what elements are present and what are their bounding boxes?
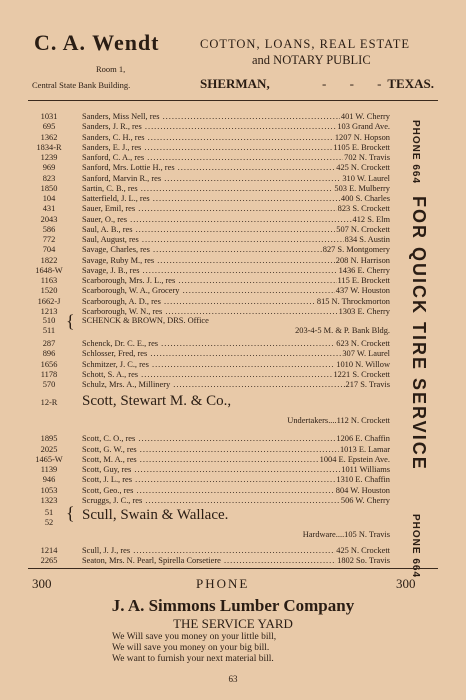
scott-stewart-subline: Undertakers....112 N. Crockett bbox=[287, 416, 390, 426]
listing-address: 400 S. Charles bbox=[340, 194, 390, 203]
listing-name: Scott, Geo., res ..... bbox=[82, 486, 390, 496]
listing-name: Sanders, E. J., res ..... bbox=[82, 143, 390, 153]
scull-block bbox=[30, 503, 390, 530]
footer-yard: THE SERVICE YARD bbox=[173, 616, 293, 631]
footer-line-2: We will save you money on your big bill. bbox=[112, 643, 270, 653]
services-line-1: COTTON, LOANS, REAL ESTATE bbox=[200, 37, 411, 51]
listing-row bbox=[30, 225, 390, 235]
listing-row bbox=[30, 349, 390, 359]
listing-name: Savage, J. B., res ..... bbox=[82, 266, 390, 276]
listing-row bbox=[30, 556, 390, 566]
listing-row bbox=[30, 133, 390, 143]
listing-row bbox=[30, 475, 390, 485]
phone-number: 1323 bbox=[40, 495, 58, 505]
listing-address: 425 N. Crockett bbox=[336, 163, 390, 173]
listing-address: 437 W. Houston bbox=[335, 286, 390, 296]
header-name: C. A. Wendt bbox=[34, 30, 160, 55]
listing-address: 702 N. Travis bbox=[344, 153, 390, 162]
listing-address: 1303 E. Cherry bbox=[338, 306, 390, 316]
phone-number: 1520 bbox=[40, 286, 58, 296]
phone-number: 2043 bbox=[40, 214, 58, 224]
listing-row bbox=[30, 112, 390, 122]
scull-sub: Hardware bbox=[302, 530, 336, 539]
listing-address: 1310 E. Chaffin bbox=[336, 475, 390, 485]
building-name: Central State Bank Building. bbox=[32, 80, 131, 90]
listing-row bbox=[30, 546, 390, 556]
listing-address: 834 S. Austin bbox=[344, 235, 390, 244]
phone-number: 1465-W bbox=[35, 454, 63, 464]
listing-address: 310 W. Laurel bbox=[342, 173, 390, 183]
listing-name: Schmitzer, J. C., res ..... bbox=[82, 360, 390, 370]
schenck-num-1: 510 bbox=[42, 316, 56, 325]
listing-address: 804 W. Houston bbox=[335, 485, 390, 495]
listing-row bbox=[30, 163, 390, 173]
listing-name: Satterfield, J. L., res ..... bbox=[82, 194, 390, 204]
listing-row bbox=[30, 194, 390, 204]
listing-row bbox=[30, 339, 390, 349]
listing-row bbox=[30, 445, 390, 455]
listing-name: Scarborough, A. D., res ..... bbox=[82, 297, 390, 307]
listing-name: Sanford, Mrs. Lottie H., res ..... bbox=[82, 163, 390, 173]
listing-name: Sanders, J. R., res ..... bbox=[82, 122, 390, 132]
listing-address: 507 N. Crockett bbox=[336, 224, 390, 234]
phone-number: 2265 bbox=[40, 556, 58, 566]
phone-label-bottom: PHONE 664 bbox=[410, 514, 421, 579]
footer-line-1: We Will save you money on your little bill, bbox=[112, 632, 277, 642]
phone-number: 287 bbox=[42, 339, 56, 348]
listing-address: 412 S. Elm bbox=[352, 214, 390, 224]
listing-address: 1011 Williams bbox=[341, 465, 390, 474]
listing-name: Scott, J. L., res ..... bbox=[82, 475, 390, 485]
footer-divider bbox=[28, 568, 438, 569]
listing-address: 1004 E. Epstein Ave. bbox=[319, 454, 390, 464]
phone-number: 431 bbox=[42, 204, 56, 214]
listing-row bbox=[30, 380, 390, 390]
page-number: 63 bbox=[228, 674, 238, 684]
room-number: Room 1, bbox=[96, 64, 126, 74]
listing-row bbox=[30, 143, 390, 153]
listing-name: Sartin, C. B., res ..... bbox=[82, 184, 390, 194]
scott-stewart-num: 12-R bbox=[40, 398, 58, 408]
footer-phone-label: PHONE bbox=[196, 576, 250, 591]
scull-num-2: 52 bbox=[44, 518, 54, 527]
phone-number: 1662-J bbox=[37, 296, 61, 306]
listing-name: Scott, C. O., res ..... bbox=[82, 434, 390, 444]
listing-name: Sanford, Marvin R., res ..... bbox=[82, 174, 390, 184]
listing-row bbox=[30, 122, 390, 132]
header-services bbox=[200, 36, 440, 68]
listing-name: Scarborough, W. A., Grocery ..... bbox=[82, 286, 390, 296]
listing-name: Schott, S. A., res ..... bbox=[82, 370, 390, 380]
listing-name: Sauer, Emil, res ..... bbox=[82, 204, 390, 214]
listing-address: 506 W. Cherry bbox=[340, 495, 390, 505]
scott-stewart-block bbox=[30, 390, 390, 416]
brace-icon: { bbox=[66, 503, 75, 523]
listing-address: 1207 N. Hopson bbox=[334, 132, 390, 142]
header-divider bbox=[28, 100, 438, 101]
scull-subline: Hardware....105 N. Travis bbox=[302, 530, 390, 539]
phone-number: 104 bbox=[42, 194, 56, 203]
listing-name: Scott, Guy, res ..... bbox=[82, 465, 390, 475]
listing-name: Schenck, Dr. C. E., res ..... bbox=[82, 339, 390, 349]
listing-row bbox=[30, 286, 390, 296]
listing-name: Schulz, Mrs. A., Millinery ..... bbox=[82, 380, 390, 390]
scott-stewart-name: Scott, Stewart M. & Co., bbox=[82, 393, 232, 410]
listing-address: 425 N. Crockett bbox=[336, 546, 390, 555]
city: SHERMAN, bbox=[200, 76, 270, 91]
phone-label-top: PHONE 664 bbox=[410, 120, 421, 185]
services-line-2: and NOTARY PUBLIC bbox=[252, 53, 371, 67]
footer-company: J. A. Simmons Lumber Company bbox=[111, 596, 355, 615]
scott-stewart-sub: Undertakers bbox=[287, 416, 329, 426]
listing-address: 217 S. Travis bbox=[345, 380, 390, 389]
footer-left-number: 300 bbox=[32, 576, 52, 591]
phone-number: 1178 bbox=[40, 369, 58, 379]
listing-row bbox=[30, 153, 390, 163]
listing-address: 503 E. Mulberry bbox=[334, 183, 390, 193]
dashes: - - - bbox=[322, 76, 392, 91]
listing-name: Scarborough, Mrs. J. L., res ..... bbox=[82, 276, 390, 286]
phone-number: 772 bbox=[42, 235, 56, 244]
phone-number: 1834-R bbox=[36, 142, 62, 152]
listing-name: Scull, J. J., res ..... bbox=[82, 546, 390, 556]
listing-row bbox=[30, 465, 390, 475]
listing-address: 1436 E. Cherry bbox=[338, 265, 390, 275]
listing-name: Sanford, C. A., res ..... bbox=[82, 153, 390, 163]
listing-row bbox=[30, 266, 390, 276]
scull-num-1: 51 bbox=[44, 508, 54, 517]
scott-stewart-addr: 112 N. Crockett bbox=[336, 416, 390, 426]
schenck-addr: 203-4-5 M. & P. Bank Bldg. bbox=[295, 326, 390, 335]
listing-name: Scott, M. A., res ..... bbox=[82, 455, 390, 465]
scull-name: Scull, Swain & Wallace. bbox=[82, 507, 229, 523]
phone-number: 1031 bbox=[40, 112, 58, 121]
listing-address: 823 S. Crockett bbox=[337, 204, 390, 214]
listing-name: Schlosser, Fred, res ..... bbox=[82, 349, 390, 359]
phone-number: 1362 bbox=[40, 132, 58, 142]
phone-number: 1053 bbox=[40, 485, 58, 495]
phone-number: 570 bbox=[42, 380, 56, 389]
phone-number: 1139 bbox=[40, 465, 58, 474]
listing-address: 103 Grand Ave. bbox=[337, 122, 390, 132]
listing-name: Seaton, Mrs. N. Pearl, Spirella Corsetiere ..... bbox=[82, 556, 390, 566]
phone-number: 1239 bbox=[40, 153, 58, 162]
listing-address: 1105 E. Brockett bbox=[333, 142, 390, 152]
tire-service-banner: FOR QUICK TIRE SERVICE bbox=[409, 196, 429, 471]
listing-row bbox=[30, 245, 390, 255]
listing-row bbox=[30, 360, 390, 370]
listing-address: 1221 S. Crockett bbox=[333, 369, 390, 379]
phone-number: 1213 bbox=[40, 306, 58, 316]
footer-line-3: We want to furnish your next material bill. bbox=[112, 654, 274, 664]
state: TEXAS. bbox=[387, 76, 434, 91]
listing-address: 1013 E. Lamar bbox=[339, 444, 390, 454]
listing-address: 307 W. Laurel bbox=[342, 349, 390, 359]
listing-row bbox=[30, 184, 390, 194]
listing-address: 115 E. Brockett bbox=[337, 276, 390, 285]
listing-address: 623 N. Crockett bbox=[336, 339, 390, 348]
phone-number: 823 bbox=[42, 173, 56, 183]
phone-number: 704 bbox=[42, 245, 56, 255]
listing-name: Sanders, C. H., res ..... bbox=[82, 133, 390, 143]
phone-number: 2025 bbox=[40, 444, 58, 454]
listing-row bbox=[30, 276, 390, 286]
listing-row bbox=[30, 235, 390, 245]
phone-number: 946 bbox=[42, 475, 56, 485]
listing-row bbox=[30, 496, 390, 506]
phone-number: 969 bbox=[42, 163, 56, 173]
footer-right-number: 300 bbox=[396, 576, 416, 591]
listing-name: Sauer, O., res ..... bbox=[82, 215, 390, 225]
listing-name: Scarborough, W. N., res ..... bbox=[82, 307, 390, 317]
listing-name: Savage, Charles, res ..... bbox=[82, 245, 390, 255]
listing-address: 827 S. Montgomery bbox=[322, 245, 390, 255]
listing-row bbox=[30, 256, 390, 266]
phone-number: 1163 bbox=[40, 276, 58, 285]
listing-row bbox=[30, 370, 390, 380]
listing-address: 1206 E. Chaffin bbox=[336, 434, 390, 444]
listing-name: Scruggs, J. C., res ..... bbox=[82, 496, 390, 506]
listing-address: 815 N. Throckmorton bbox=[316, 296, 390, 306]
listing-name: Scott, G. W., res ..... bbox=[82, 445, 390, 455]
listing-row bbox=[30, 297, 390, 307]
listing-row bbox=[30, 174, 390, 184]
phone-number: 1822 bbox=[40, 255, 58, 265]
phone-number: 1656 bbox=[40, 359, 58, 369]
brace-icon: { bbox=[66, 311, 75, 331]
listing-row bbox=[30, 215, 390, 225]
listing-address: 1802 So. Travis bbox=[337, 556, 390, 566]
listing-address: 1010 N. Willow bbox=[336, 359, 390, 369]
scull-addr: 105 N. Travis bbox=[344, 530, 390, 539]
phone-number: 1648-W bbox=[35, 265, 63, 275]
listing-row bbox=[30, 434, 390, 444]
listing-name: Saul, August, res ..... bbox=[82, 235, 390, 245]
listing-row bbox=[30, 204, 390, 214]
phone-number: 695 bbox=[42, 122, 56, 132]
listing-address: 401 W. Cherry bbox=[340, 112, 390, 121]
directory-list bbox=[30, 112, 390, 567]
phone-number: 896 bbox=[42, 349, 56, 359]
listing-name: Savage, Ruby M., res ..... bbox=[82, 256, 390, 266]
phone-number: 1214 bbox=[40, 546, 58, 555]
phone-number: 586 bbox=[42, 224, 56, 234]
listing-row bbox=[30, 455, 390, 465]
listing-name: Saul, A. B., res ..... bbox=[82, 225, 390, 235]
phone-number: 1850 bbox=[40, 183, 58, 193]
schenck-num-2: 511 bbox=[42, 326, 56, 335]
phone-number: 1895 bbox=[40, 434, 58, 444]
schenck-name: SCHENCK & BROWN, DRS. Office bbox=[82, 316, 209, 325]
listing-row bbox=[30, 486, 390, 496]
listing-name: Sanders, Miss Nell, res ..... bbox=[82, 112, 390, 122]
listing-address: 208 N. Harrison bbox=[335, 255, 390, 265]
